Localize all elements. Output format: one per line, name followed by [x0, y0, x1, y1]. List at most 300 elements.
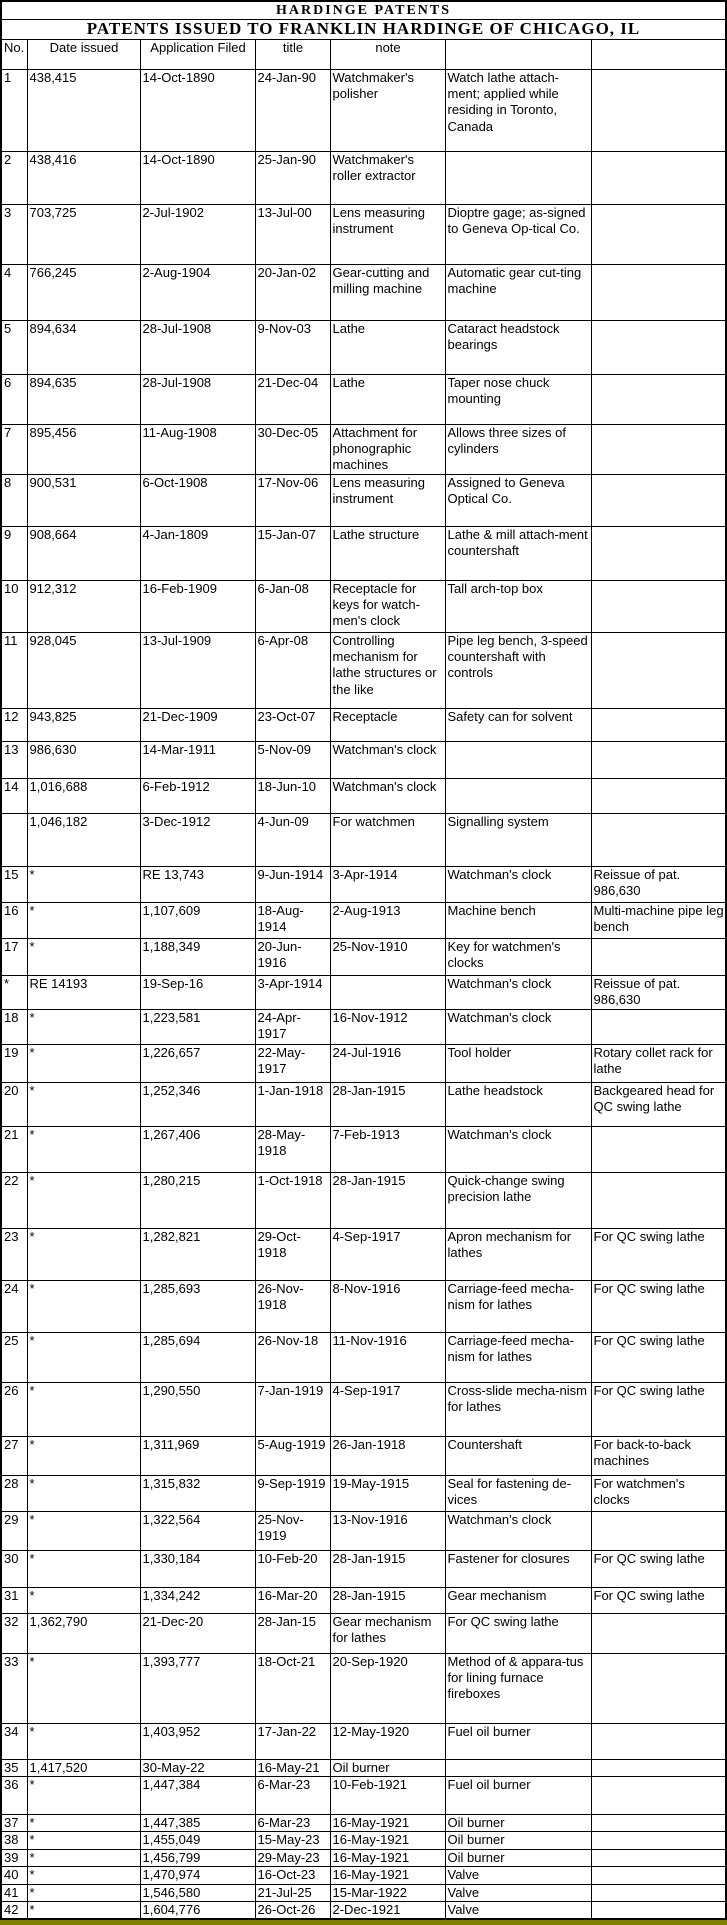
- table-cell: Tall arch-top box: [445, 580, 591, 632]
- table-cell: 1,107,609: [140, 902, 255, 938]
- table-cell: Fuel oil burner: [445, 1777, 591, 1815]
- table-cell: *: [27, 1587, 140, 1613]
- table-cell: 40: [1, 1867, 27, 1884]
- table-cell: 1,280,215: [140, 1172, 255, 1228]
- table-cell: [591, 580, 726, 632]
- table-cell: 21: [1, 1126, 27, 1172]
- table-cell: 28-Jul-1908: [140, 320, 255, 374]
- table-cell: 14-Oct-1890: [140, 69, 255, 151]
- table-row: [1, 474, 726, 526]
- table-row: [1, 1511, 726, 1550]
- table-cell: 4-Jan-1809: [140, 526, 255, 580]
- table-cell: For QC swing lathe: [591, 1332, 726, 1382]
- table-cell: *: [27, 1126, 140, 1172]
- table-cell: Watchman's clock: [445, 975, 591, 1009]
- table-cell: [591, 813, 726, 866]
- table-cell: [445, 151, 591, 204]
- table-row: [1, 1587, 726, 1613]
- subtitle-row: [1, 19, 726, 39]
- table-cell: Backgeared head for QC swing lathe: [591, 1082, 726, 1126]
- table-cell: 18: [1, 1009, 27, 1044]
- table-cell: 24-Jul-1916: [330, 1044, 445, 1082]
- table-row: [1, 424, 726, 474]
- table-cell: 28: [1, 1475, 27, 1511]
- table-cell: 1,267,406: [140, 1126, 255, 1172]
- table-cell: 1,604,776: [140, 1901, 255, 1919]
- table-cell: 9-Sep-1919: [255, 1475, 330, 1511]
- table-row: [1, 1849, 726, 1866]
- table-row: [1, 580, 726, 632]
- table-cell: Signalling system: [445, 813, 591, 866]
- table-cell: 15-Mar-1922: [330, 1884, 445, 1901]
- table-cell: 16-Feb-1909: [140, 580, 255, 632]
- table-cell: 4-Sep-1917: [330, 1228, 445, 1280]
- table-cell: 11: [1, 632, 27, 708]
- table-cell: 1,226,657: [140, 1044, 255, 1082]
- table-cell: Valve: [445, 1884, 591, 1901]
- table-cell: 17-Jan-22: [255, 1723, 330, 1759]
- table-cell: 23-Oct-07: [255, 708, 330, 741]
- table-cell: 16-Mar-20: [255, 1587, 330, 1613]
- table-cell: *: [27, 1228, 140, 1280]
- table-cell: For QC swing lathe: [591, 1382, 726, 1436]
- table-cell: 3-Dec-1912: [140, 813, 255, 866]
- table-cell: 2-Aug-1904: [140, 264, 255, 320]
- table-cell: 1,403,952: [140, 1723, 255, 1759]
- table-cell: Lens measuring instrument: [330, 474, 445, 526]
- table-cell: [1, 813, 27, 866]
- table-cell: 1,456,799: [140, 1849, 255, 1866]
- table-cell: 6-Feb-1912: [140, 778, 255, 813]
- table-cell: *: [27, 1867, 140, 1884]
- table-cell: *: [27, 1550, 140, 1587]
- table-cell: 6-Mar-23: [255, 1815, 330, 1832]
- table-cell: 9-Nov-03: [255, 320, 330, 374]
- table-cell: *: [27, 938, 140, 975]
- table-cell: For QC swing lathe: [591, 1228, 726, 1280]
- table-cell: 11-Aug-1908: [140, 424, 255, 474]
- table-cell: 2-Dec-1921: [330, 1901, 445, 1919]
- table-cell: Tool holder: [445, 1044, 591, 1082]
- table-cell: 766,245: [27, 264, 140, 320]
- table-cell: Oil burner: [330, 1759, 445, 1776]
- table-row: [1, 1723, 726, 1759]
- table-row: [1, 1613, 726, 1653]
- table-cell: 26-Nov-18: [255, 1332, 330, 1382]
- table-row: [1, 1332, 726, 1382]
- table-cell: For QC swing lathe: [591, 1280, 726, 1332]
- table-cell: 2-Jul-1902: [140, 204, 255, 264]
- table-cell: Watchman's clock: [445, 1126, 591, 1172]
- table-cell: 6-Mar-23: [255, 1777, 330, 1815]
- table-cell: 19-Sep-16: [140, 975, 255, 1009]
- table-cell: 16-Oct-23: [255, 1867, 330, 1884]
- table-row: [1, 1759, 726, 1776]
- table-cell: 25: [1, 1332, 27, 1382]
- table-cell: 21-Dec-1909: [140, 708, 255, 741]
- table-cell: 20-Jan-02: [255, 264, 330, 320]
- table-cell: 25-Nov-1919: [255, 1511, 330, 1550]
- table-cell: [591, 741, 726, 778]
- table-cell: 19-May-1915: [330, 1475, 445, 1511]
- column-header-blank-6: [591, 39, 726, 69]
- table-cell: 18-Aug-1914: [255, 902, 330, 938]
- table-cell: Valve: [445, 1901, 591, 1919]
- column-header-note: note: [330, 39, 445, 69]
- table-cell: [591, 374, 726, 424]
- table-cell: *: [27, 1849, 140, 1866]
- table-cell: 28-Jan-15: [255, 1613, 330, 1653]
- table-row: [1, 708, 726, 741]
- table-cell: Lathe headstock: [445, 1082, 591, 1126]
- table-row: [1, 1044, 726, 1082]
- table-row: [1, 938, 726, 975]
- table-cell: For watchmen: [330, 813, 445, 866]
- table-cell: 28-Jan-1915: [330, 1082, 445, 1126]
- window-edge-bar: [0, 1920, 727, 1925]
- table-cell: 894,634: [27, 320, 140, 374]
- table-cell: Reissue of pat. 986,630: [591, 866, 726, 902]
- table-cell: For QC swing lathe: [591, 1587, 726, 1613]
- table-cell: 16-Nov-1912: [330, 1009, 445, 1044]
- table-cell: [330, 975, 445, 1009]
- table-cell: 23: [1, 1228, 27, 1280]
- table-cell: 26: [1, 1382, 27, 1436]
- table-cell: 29: [1, 1511, 27, 1550]
- table-cell: [591, 1172, 726, 1228]
- table-cell: *: [27, 1009, 140, 1044]
- table-cell: 900,531: [27, 474, 140, 526]
- table-cell: Gear-cutting and milling machine: [330, 264, 445, 320]
- column-header-no-: No.: [1, 39, 27, 69]
- table-cell: [591, 1901, 726, 1919]
- table-cell: 28-May-1918: [255, 1126, 330, 1172]
- table-cell: 20-Sep-1920: [330, 1653, 445, 1723]
- table-cell: [591, 1723, 726, 1759]
- table-cell: 5-Aug-1919: [255, 1436, 330, 1475]
- table-cell: Quick-change swing precision lathe: [445, 1172, 591, 1228]
- table-cell: *: [27, 1280, 140, 1332]
- table-cell: 5-Nov-09: [255, 741, 330, 778]
- table-cell: 1,046,182: [27, 813, 140, 866]
- table-cell: *: [1, 975, 27, 1009]
- table-cell: Gear mechanism for lathes: [330, 1613, 445, 1653]
- table-cell: Fuel oil burner: [445, 1723, 591, 1759]
- table-cell: Watchman's clock: [330, 741, 445, 778]
- table-cell: 39: [1, 1849, 27, 1866]
- table-cell: Carriage-feed mecha-nism for lathes: [445, 1332, 591, 1382]
- table-cell: 3: [1, 204, 27, 264]
- table-row: [1, 374, 726, 424]
- table-cell: 14-Oct-1890: [140, 151, 255, 204]
- table-cell: 1,188,349: [140, 938, 255, 975]
- table-cell: 1,290,550: [140, 1382, 255, 1436]
- table-row: [1, 1867, 726, 1884]
- table-cell: 1-Oct-1918: [255, 1172, 330, 1228]
- table-cell: [591, 708, 726, 741]
- table-cell: 26-Jan-1918: [330, 1436, 445, 1475]
- table-cell: [591, 69, 726, 151]
- table-row: [1, 813, 726, 866]
- table-cell: 25-Jan-90: [255, 151, 330, 204]
- table-cell: Safety can for solvent: [445, 708, 591, 741]
- table-cell: 26-Nov-1918: [255, 1280, 330, 1332]
- table-cell: [591, 1832, 726, 1849]
- table-cell: 1,470,974: [140, 1867, 255, 1884]
- table-cell: [591, 1511, 726, 1550]
- table-cell: 27: [1, 1436, 27, 1475]
- column-header-blank-5: [445, 39, 591, 69]
- table-row: [1, 1475, 726, 1511]
- table-cell: 943,825: [27, 708, 140, 741]
- column-header-row: [1, 39, 726, 69]
- table-cell: For QC swing lathe: [445, 1613, 591, 1653]
- table-cell: 1,546,580: [140, 1884, 255, 1901]
- table-cell: 895,456: [27, 424, 140, 474]
- table-cell: *: [27, 1884, 140, 1901]
- table-row: [1, 1901, 726, 1919]
- table-cell: Seal for fastening de-vices: [445, 1475, 591, 1511]
- table-row: [1, 1009, 726, 1044]
- table-cell: 32: [1, 1613, 27, 1653]
- table-cell: 1,311,969: [140, 1436, 255, 1475]
- table-row: [1, 526, 726, 580]
- table-cell: 36: [1, 1777, 27, 1815]
- table-cell: Watchman's clock: [445, 866, 591, 902]
- table-cell: 3-Apr-1914: [330, 866, 445, 902]
- table-cell: Assigned to Geneva Optical Co.: [445, 474, 591, 526]
- table-cell: *: [27, 1172, 140, 1228]
- table-cell: *: [27, 1777, 140, 1815]
- table-cell: 4: [1, 264, 27, 320]
- table-cell: *: [27, 1044, 140, 1082]
- table-cell: 12-May-1920: [330, 1723, 445, 1759]
- table-cell: 3-Apr-1914: [255, 975, 330, 1009]
- table-row: [1, 975, 726, 1009]
- table-cell: 38: [1, 1832, 27, 1849]
- table-cell: 2-Aug-1913: [330, 902, 445, 938]
- table-cell: [591, 320, 726, 374]
- table-cell: 15-Jan-07: [255, 526, 330, 580]
- table-cell: 1,016,688: [27, 778, 140, 813]
- table-cell: Watchman's clock: [445, 1009, 591, 1044]
- table-cell: [591, 632, 726, 708]
- table-cell: 30-Dec-05: [255, 424, 330, 474]
- table-cell: Oil burner: [445, 1832, 591, 1849]
- table-row: [1, 1777, 726, 1815]
- table-cell: Receptacle: [330, 708, 445, 741]
- table-row: [1, 1550, 726, 1587]
- table-cell: [591, 1759, 726, 1776]
- table-row: [1, 264, 726, 320]
- table-row: [1, 1082, 726, 1126]
- table-cell: 33: [1, 1653, 27, 1723]
- table-cell: 12: [1, 708, 27, 741]
- table-cell: 34: [1, 1723, 27, 1759]
- table-row: [1, 741, 726, 778]
- table-cell: 1,285,694: [140, 1332, 255, 1382]
- table-cell: 438,416: [27, 151, 140, 204]
- table-cell: *: [27, 1832, 140, 1849]
- table-row: [1, 1126, 726, 1172]
- table-cell: [591, 526, 726, 580]
- table-cell: 6: [1, 374, 27, 424]
- table-cell: Allows three sizes of cylinders: [445, 424, 591, 474]
- table-cell: 1,393,777: [140, 1653, 255, 1723]
- table-cell: Carriage-feed mecha-nism for lathes: [445, 1280, 591, 1332]
- table-cell: 24: [1, 1280, 27, 1332]
- table-cell: 15: [1, 866, 27, 902]
- table-cell: Lathe: [330, 320, 445, 374]
- table-cell: Oil burner: [445, 1849, 591, 1866]
- table-cell: *: [27, 1382, 140, 1436]
- table-cell: 6-Jan-08: [255, 580, 330, 632]
- table-cell: 1,455,049: [140, 1832, 255, 1849]
- table-cell: [591, 264, 726, 320]
- table-cell: 16: [1, 902, 27, 938]
- table-cell: 11-Nov-1916: [330, 1332, 445, 1382]
- table-cell: 21-Jul-25: [255, 1884, 330, 1901]
- table-cell: 20: [1, 1082, 27, 1126]
- table-cell: 1,315,832: [140, 1475, 255, 1511]
- column-header-application-filed: Application Filed: [140, 39, 255, 69]
- table-cell: Watch lathe attach-ment; applied while residing in Toronto, Canada: [445, 69, 591, 151]
- table-row: [1, 1436, 726, 1475]
- table-cell: 20-Jun-1916: [255, 938, 330, 975]
- table-row: [1, 151, 726, 204]
- table-cell: 30: [1, 1550, 27, 1587]
- table-row: [1, 632, 726, 708]
- table-cell: 31: [1, 1587, 27, 1613]
- table-cell: Pipe leg bench, 3-speed countershaft with controls: [445, 632, 591, 708]
- table-cell: Attachment for phonographic machines: [330, 424, 445, 474]
- table-row: [1, 1832, 726, 1849]
- table-cell: 29-May-23: [255, 1849, 330, 1866]
- table-row: [1, 1884, 726, 1901]
- table-cell: 1,322,564: [140, 1511, 255, 1550]
- table-cell: 912,312: [27, 580, 140, 632]
- table-row: [1, 1815, 726, 1832]
- table-cell: 6-Apr-08: [255, 632, 330, 708]
- column-header-title: title: [255, 39, 330, 69]
- table-cell: RE 13,743: [140, 866, 255, 902]
- table-cell: 14: [1, 778, 27, 813]
- table-cell: [591, 1777, 726, 1815]
- table-cell: 16-May-1921: [330, 1849, 445, 1866]
- table-cell: 2: [1, 151, 27, 204]
- table-cell: 8: [1, 474, 27, 526]
- table-cell: Controlling mechanism for lathe structures or the like: [330, 632, 445, 708]
- table-row: [1, 1280, 726, 1332]
- table-row: [1, 1228, 726, 1280]
- table-cell: [591, 1009, 726, 1044]
- table-cell: Receptacle for keys for watch-men's clock: [330, 580, 445, 632]
- table-cell: 703,725: [27, 204, 140, 264]
- table-cell: 1,447,384: [140, 1777, 255, 1815]
- table-cell: Reissue of pat. 986,630: [591, 975, 726, 1009]
- table-cell: 15-May-23: [255, 1832, 330, 1849]
- column-header-date-issued: Date issued: [27, 39, 140, 69]
- table-cell: 25-Nov-1910: [330, 938, 445, 975]
- table-cell: 7-Feb-1913: [330, 1126, 445, 1172]
- table-cell: 16-May-21: [255, 1759, 330, 1776]
- table-cell: 35: [1, 1759, 27, 1776]
- table-cell: 5: [1, 320, 27, 374]
- table-cell: 1-Jan-1918: [255, 1082, 330, 1126]
- table-cell: Watchman's clock: [445, 1511, 591, 1550]
- table-cell: 16-May-1921: [330, 1867, 445, 1884]
- table-cell: 4-Sep-1917: [330, 1382, 445, 1436]
- table-cell: [591, 474, 726, 526]
- table-cell: Fastener for closures: [445, 1550, 591, 1587]
- table-cell: *: [27, 902, 140, 938]
- table-cell: Dioptre gage; as-signed to Geneva Op-tical Co.: [445, 204, 591, 264]
- table-cell: 986,630: [27, 741, 140, 778]
- table-cell: Gear mechanism: [445, 1587, 591, 1613]
- table-cell: 16-May-1921: [330, 1832, 445, 1849]
- table-cell: 438,415: [27, 69, 140, 151]
- table-row: [1, 1653, 726, 1723]
- table-cell: 1: [1, 69, 27, 151]
- table-cell: Watchman's clock: [330, 778, 445, 813]
- table-cell: 1,223,581: [140, 1009, 255, 1044]
- table-cell: For watchmen's clocks: [591, 1475, 726, 1511]
- table-cell: [591, 1613, 726, 1653]
- table-cell: 22-May-1917: [255, 1044, 330, 1082]
- table-cell: Method of & appara-tus for lining furnace fireboxes: [445, 1653, 591, 1723]
- table-cell: 16-May-1921: [330, 1815, 445, 1832]
- table-cell: *: [27, 1901, 140, 1919]
- table-cell: *: [27, 1815, 140, 1832]
- table-cell: 24-Jan-90: [255, 69, 330, 151]
- table-cell: 1,447,385: [140, 1815, 255, 1832]
- table-cell: [591, 1849, 726, 1866]
- table-cell: *: [27, 866, 140, 902]
- table-cell: 18-Oct-21: [255, 1653, 330, 1723]
- table-cell: Taper nose chuck mounting: [445, 374, 591, 424]
- table-cell: Machine bench: [445, 902, 591, 938]
- table-row: [1, 69, 726, 151]
- table-cell: 4-Jun-09: [255, 813, 330, 866]
- table-cell: 10-Feb-1921: [330, 1777, 445, 1815]
- table-cell: 28-Jan-1915: [330, 1550, 445, 1587]
- table-cell: [445, 741, 591, 778]
- table-cell: [591, 1884, 726, 1901]
- table-cell: 13: [1, 741, 27, 778]
- table-cell: 1,362,790: [27, 1613, 140, 1653]
- title-row: [1, 1, 726, 19]
- table-cell: Watchmaker's roller extractor: [330, 151, 445, 204]
- table-cell: 28-Jan-1915: [330, 1172, 445, 1228]
- table-cell: 894,635: [27, 374, 140, 424]
- table-cell: 1,334,242: [140, 1587, 255, 1613]
- table-cell: 6-Oct-1908: [140, 474, 255, 526]
- table-cell: Rotary collet rack for lathe: [591, 1044, 726, 1082]
- table-cell: Cross-slide mecha-nism for lathes: [445, 1382, 591, 1436]
- table-cell: 22: [1, 1172, 27, 1228]
- table-cell: Apron mechanism for lathes: [445, 1228, 591, 1280]
- table-cell: Lens measuring instrument: [330, 204, 445, 264]
- table-cell: Automatic gear cut-ting machine: [445, 264, 591, 320]
- table-cell: Lathe structure: [330, 526, 445, 580]
- table-cell: 13-Nov-1916: [330, 1511, 445, 1550]
- table-cell: 29-Oct-1918: [255, 1228, 330, 1280]
- table-cell: 10: [1, 580, 27, 632]
- table-row: [1, 866, 726, 902]
- table-cell: [591, 151, 726, 204]
- table-cell: [591, 938, 726, 975]
- table-cell: 28-Jul-1908: [140, 374, 255, 424]
